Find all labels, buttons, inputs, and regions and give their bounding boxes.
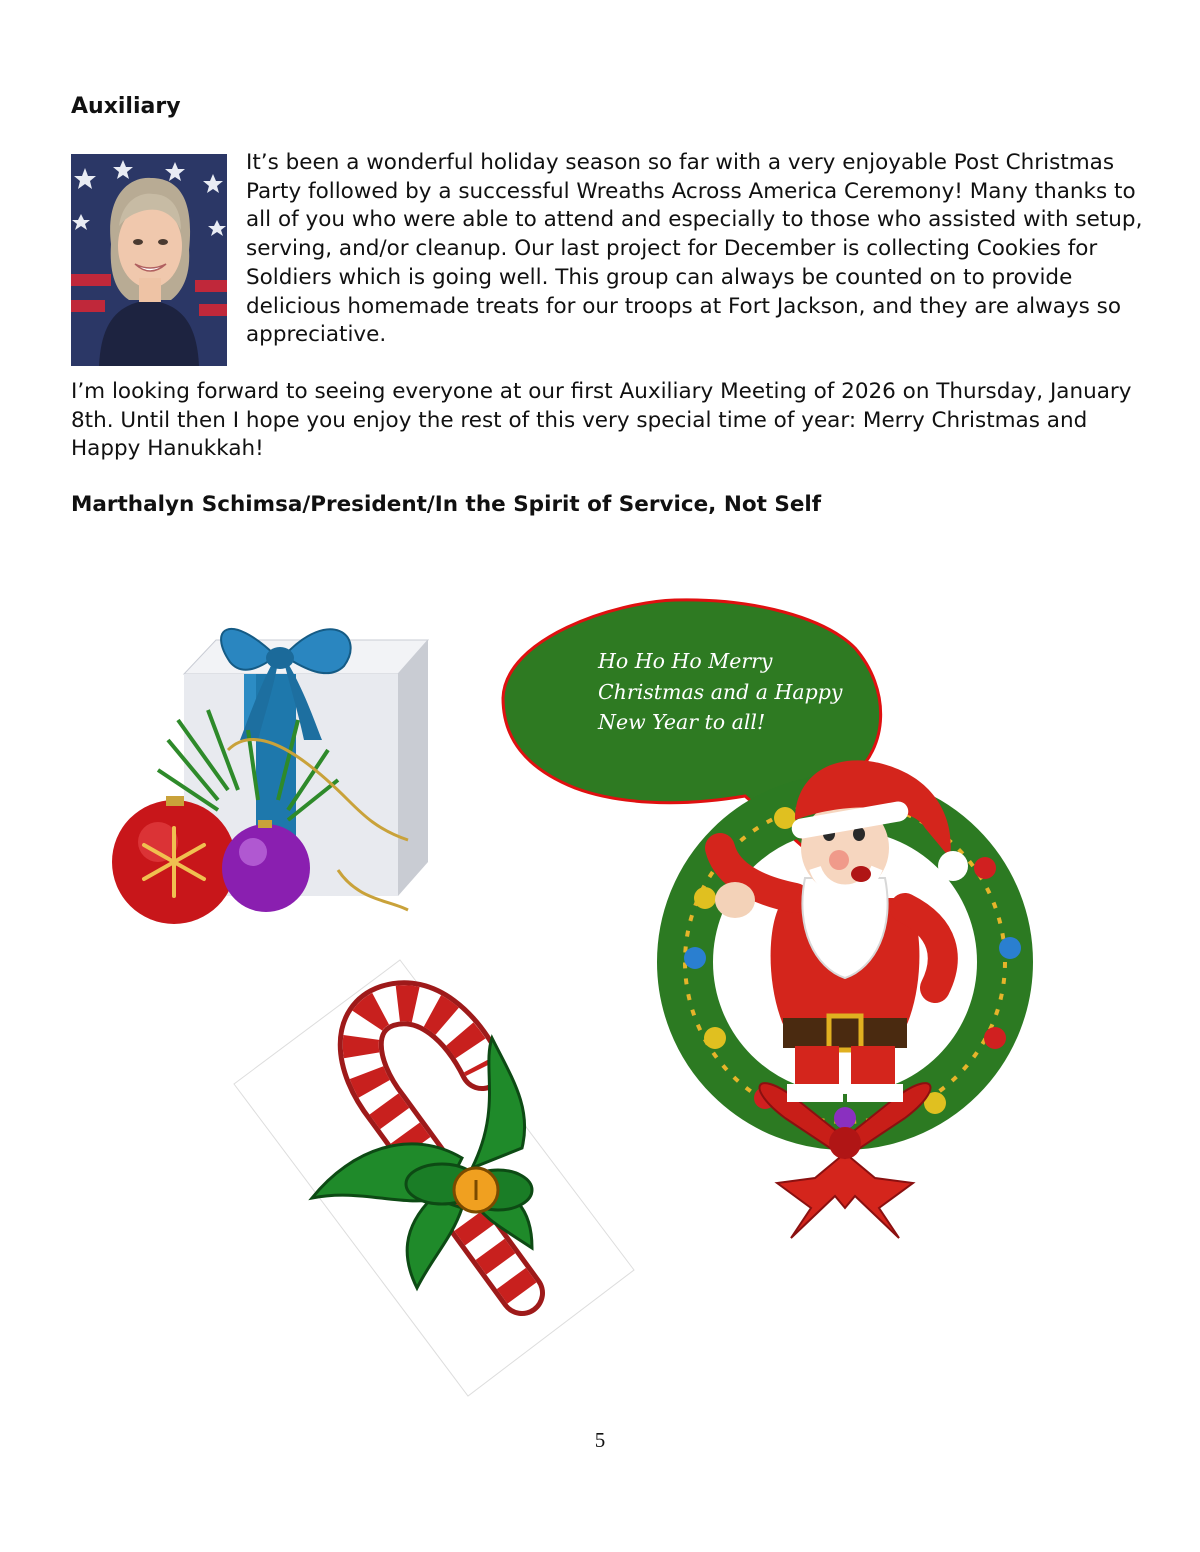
gift-box-illustration [108, 600, 438, 930]
page-number: 5 [594, 1428, 606, 1452]
intro-paragraph: It’s been a wonderful holiday season so far with a very enjoyable Post Christmas Party followed by a successful Wreaths Across America Ceremony! Many thanks to all of you who were able to attend and especially to those who assisted with setup, serving, and/or cleanup. Our last project for December is collecting Cookies for Soldiers which is going well. This group can always be counted on to provide delicious homemade treats for our troops at Fort Jackson, and they are always so appreciative. [246, 150, 1143, 348]
portrait-image [71, 154, 227, 366]
president-portrait [71, 154, 227, 366]
signature-line: Marthalyn Schimsa/President/In the Spirit of Service, Not Self [71, 492, 822, 517]
closing-paragraph: I’m looking forward to seeing everyone at our first Auxiliary Meeting of 2026 on Thursday, January 8th. Until then I hope you enjoy the rest of this very special time of year: Merry Christmas and Happy Hanukkah! [71, 379, 1132, 462]
section-heading: Auxiliary [71, 94, 181, 119]
speech-bubble-text: Ho Ho Ho Merry Christmas and a Happy New Year to all! [598, 649, 843, 734]
